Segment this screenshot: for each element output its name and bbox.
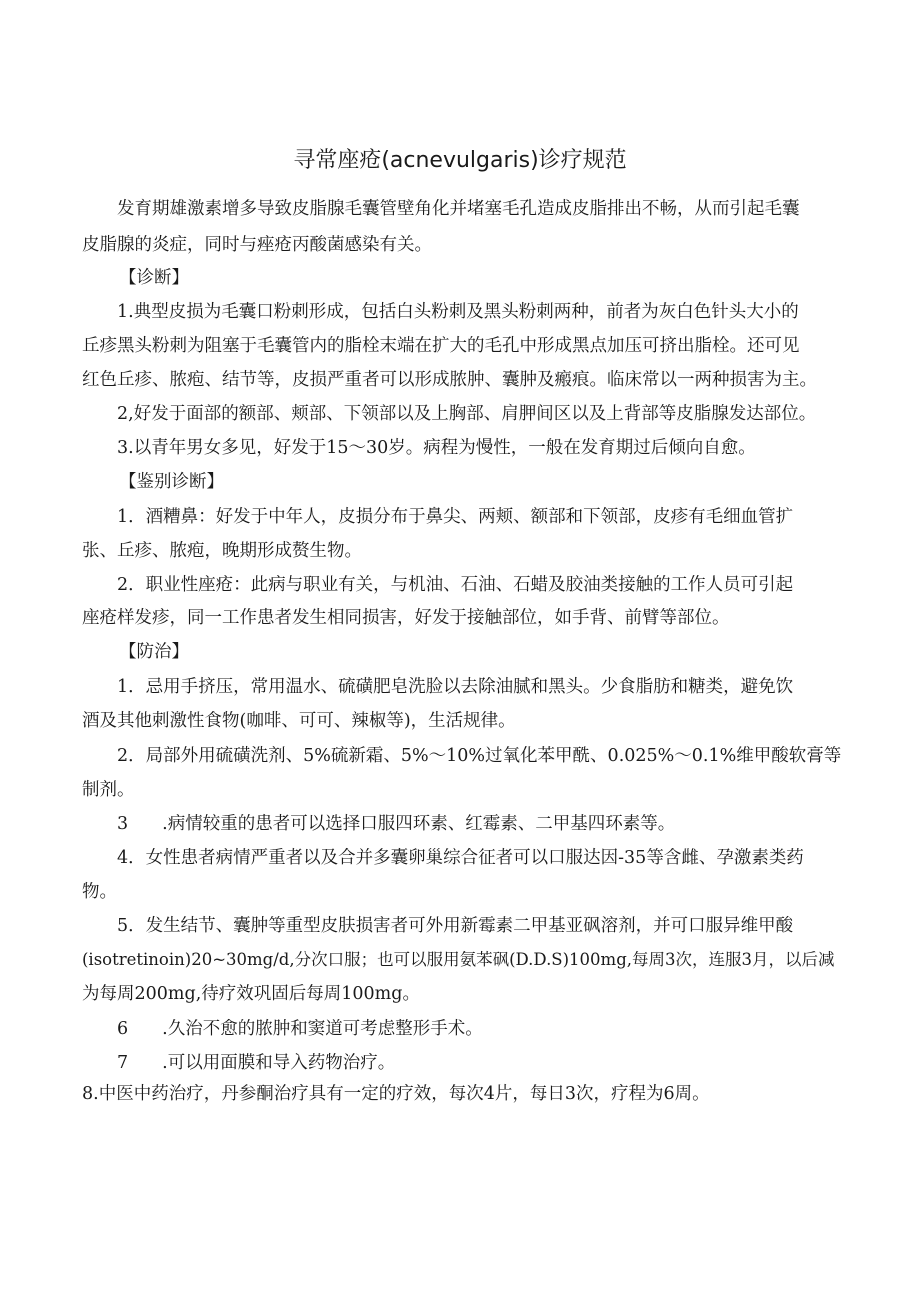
treatment-item-6	[117, 1017, 483, 1041]
section-heading-diagnosis: 【诊断】	[119, 268, 189, 288]
treatment-item-5-line: 5．发生结节、囊肿等重型皮肤损害者可外用新霉素二甲基亚砜溶剂，并可口服异维甲酸	[117, 916, 794, 936]
treatment-item-5-line: 为每周200mg,待疗效巩固后每周100mg。	[82, 984, 420, 1004]
treatment-item-4-line: 物。	[82, 882, 117, 902]
document-title: 寻常座疮(acnevulgaris)诊疗规范	[293, 148, 627, 173]
item-number: 6	[117, 1019, 129, 1039]
differential-item-2-line: 座疮样发疹，同一工作患者发生相同损害，好发于接触部位，如手背、前臂等部位。	[82, 608, 730, 628]
treatment-item-4-line: 4．女性患者病情严重者以及合并多囊卵巢综合征者可以口服达因-35等含雌、孕激素类药	[117, 848, 804, 868]
section-heading-differential: 【鉴别诊断】	[119, 472, 224, 492]
treatment-item-1-line: 酒及其他刺激性食物(咖啡、可可、辣椒等)，生活规律。	[82, 711, 516, 731]
treatment-item-2-line: 2．局部外用硫磺洗剂、5%硫新霜、5%～10%过氧化苯甲酰、0.025%～0.1%维甲酸软膏等	[117, 746, 842, 766]
item-text: .病情较重的患者可以选择口服四环素、红霉素、二甲基四环素等。	[162, 814, 676, 834]
differential-item-1-line: 张、丘疹、脓疱，晚期形成赘生物。	[82, 541, 362, 561]
diagnosis-item-1-line: 红色丘疹、脓疱、结节等，皮损严重者可以形成脓肿、囊肿及瘢痕。临床常以一两种损害为主。	[82, 370, 817, 390]
diagnosis-item-1-line: 丘疹黑头粉刺为阻塞于毛囊管内的脂栓末端在扩大的毛孔中形成黑点加压可挤出脂栓。还可见	[82, 336, 800, 356]
section-heading-treatment: 【防治】	[119, 642, 189, 662]
diagnosis-item-1-line: 1.典型皮损为毛囊口粉刺形成，包括白头粉刺及黑头粉刺两种，前者为灰白色针头大小的	[117, 302, 799, 322]
treatment-item-5-line: (isotretinoin)20~30mg/d,分次口服；也可以服用氨苯砜(D.D.S)100mg,每周3次，连服3月，以后减	[82, 950, 835, 969]
intro-line: 皮脂腺的炎症，同时与痤疮丙酸菌感染有关。	[82, 235, 432, 255]
treatment-item-3	[117, 812, 675, 836]
treatment-item-1-line: 1．忌用手挤压，常用温水、硫磺肥皂洗脸以去除油腻和黑头。少食脂肪和糖类，避免饮	[117, 677, 794, 697]
item-text: .久治不愈的脓肿和窦道可考虑整形手术。	[162, 1019, 483, 1039]
item-text: .可以用面膜和导入药物治疗。	[162, 1053, 396, 1073]
differential-item-1-line: 1．酒糟鼻：好发于中年人，皮损分布于鼻尖、两颊、额部和下领部，皮疹有毛细血管扩	[117, 507, 794, 527]
differential-item-2-line: 2．职业性座疮：此病与职业有关，与机油、石油、石蜡及胶油类接触的工作人员可引起	[117, 575, 794, 595]
intro-line: 发育期雄激素增多导致皮脂腺毛囊管壁角化并堵塞毛孔造成皮脂排出不畅，从而引起毛囊	[117, 199, 800, 219]
treatment-item-7	[117, 1051, 395, 1075]
diagnosis-item-3: 3.以青年男女多见，好发于15～30岁。病程为慢性，一般在发育期过后倾向自愈。	[117, 438, 756, 458]
treatment-item-2-line: 制剂。	[82, 780, 135, 800]
treatment-item-8: 8.中医中药治疗，丹参酮治疗具有一定的疗效，每次4片，每日3次，疗程为6周。	[82, 1084, 710, 1104]
diagnosis-item-2: 2,好发于面部的额部、颊部、下领部以及上胸部、肩胛间区以及上背部等皮脂腺发达部位。	[117, 404, 817, 424]
item-number: 3	[117, 814, 129, 834]
item-number: 7	[117, 1053, 129, 1073]
